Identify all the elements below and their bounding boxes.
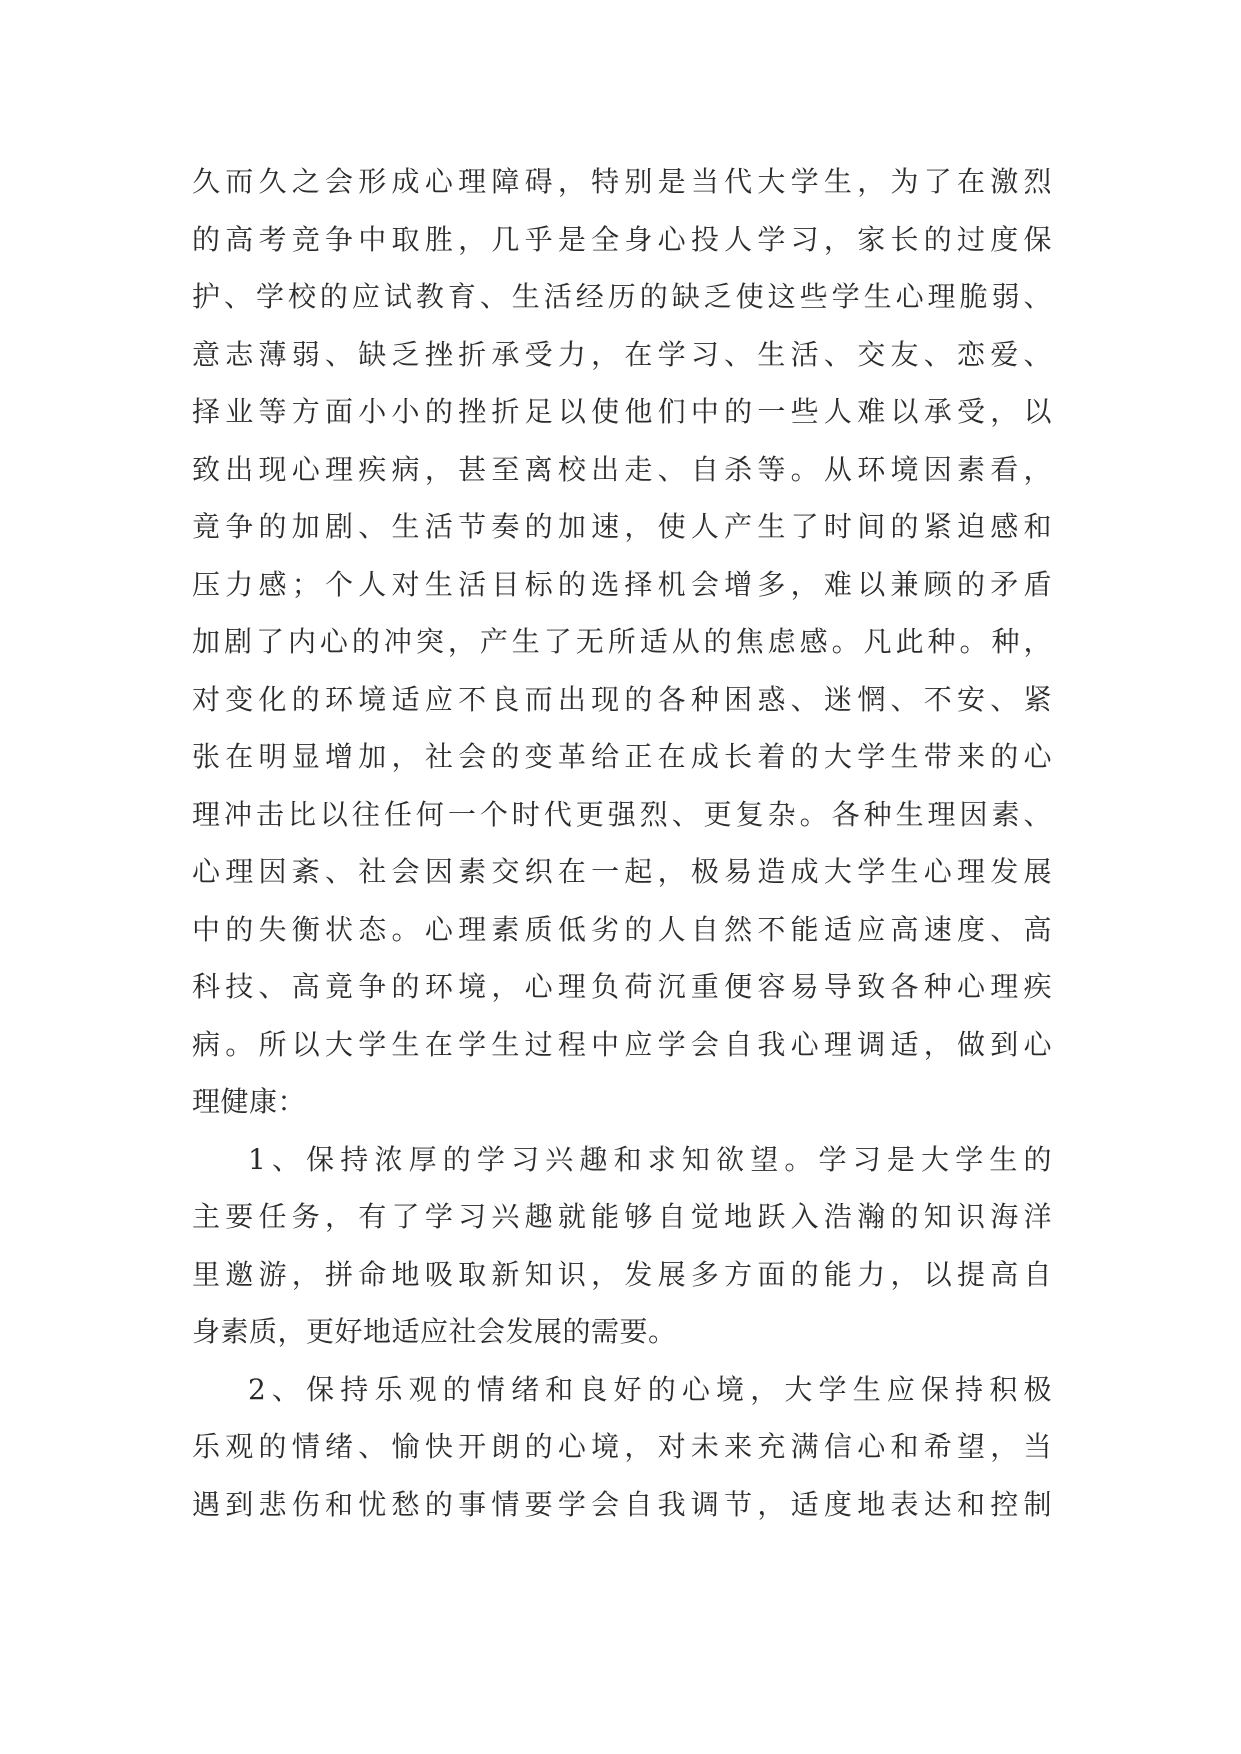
text-line: 护、学校的应试教育、生活经历的缺乏使这些学生心理脆弱、: [192, 280, 1052, 313]
text-line: 遇到悲伤和忧愁的事情要学会自我调节，适度地表达和控制: [192, 1487, 1052, 1521]
text-line: 理健康：: [192, 1085, 307, 1118]
paragraph-item-1: [192, 1131, 1052, 1361]
text-line: 2、保持乐观的情绪和良好的心境，大学生应保持积极: [248, 1372, 1052, 1406]
text-line: 主要任务，有了学习兴趣就能够自觉地跃入浩瀚的知识海洋: [192, 1200, 1052, 1233]
paragraph: [192, 153, 1052, 1131]
text-line: 张在明显增加，社会的变革给正在成长着的大学生带来的心: [192, 740, 1052, 773]
text-line: 理冲击比以往任何一个时代更强烈、更复杂。各种生理因素、: [192, 797, 1052, 831]
text-line: 的高考竞争中取胜，几乎是全身心投人学习，家长的过度保: [192, 222, 1052, 256]
text-line: 压力感；个人对生活目标的选择机会增多，难以兼顾的矛盾: [192, 567, 1052, 601]
text-line: 心理因紊、社会因素交织在一起，极易造成大学生心理发展: [192, 855, 1052, 888]
text-line: 病。所以大学生在学生过程中应学会自我心理调适，做到心: [192, 1027, 1052, 1061]
text-line: 致出现心理疾病，甚至离校出走、自杀等。从环境因素看，: [192, 452, 1052, 486]
text-line: 择业等方面小小的挫折足以使他们中的一些人难以承受，以: [192, 395, 1052, 428]
text-line: 身素质，更好地适应社会发展的需要。: [192, 1315, 677, 1348]
text-line: 1、保持浓厚的学习兴趣和求知欲望。学习是大学生的: [248, 1142, 1052, 1176]
text-line: 乐观的情绪、愉快开朗的心境，对未来充满信心和希望，当: [192, 1430, 1052, 1463]
text-line: 意志薄弱、缺乏挫折承受力，在学习、生活、交友、恋爱、: [192, 337, 1052, 371]
text-line: 中的失衡状态。心理素质低劣的人自然不能适应高速度、高: [192, 912, 1052, 946]
document-body: [192, 153, 1052, 1533]
text-line: 对变化的环境适应不良而出现的各种困惑、迷惘、不安、紧: [192, 682, 1052, 716]
text-line: 竟争的加剧、生活节奏的加速，使人产生了时间的紧迫感和: [192, 510, 1052, 543]
text-line: 久而久之会形成心理障碍，特别是当代大学生，为了在激烈: [192, 165, 1052, 198]
paragraph-item-2: [192, 1361, 1052, 1534]
text-line: 里邀游，拼命地吸取新知识，发展多方面的能力，以提高自: [192, 1257, 1052, 1291]
text-line: 加剧了内心的冲突，产生了无所适从的焦虑感。凡此种。种，: [192, 625, 1052, 658]
text-line: 科技、高竟争的环境，心理负荷沉重便容易导致各种心理疾: [192, 970, 1052, 1003]
